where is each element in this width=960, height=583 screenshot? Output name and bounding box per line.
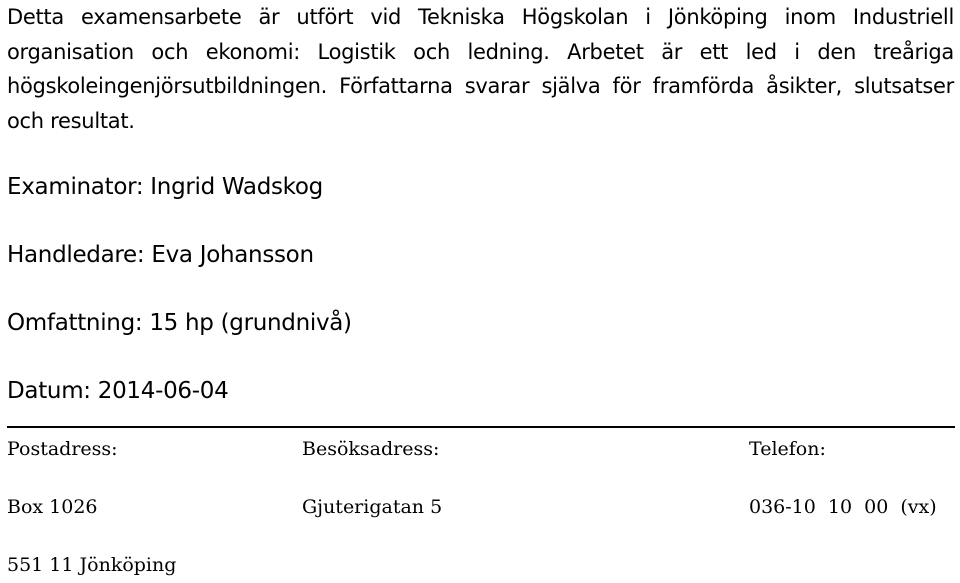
footer-divider [7,426,955,428]
postal-box: Box 1026 [7,496,98,518]
visiting-address-label: Besöksadress: [302,438,440,460]
phone-label: Telefon: [749,438,826,460]
intro-paragraph: Detta examensarbete är utfört vid Tekniska Högskolan i Jönköping inom Industriell organisation och ekonomi: Logistik och ledning. Arbetet är ett led i den treåriga högskoleingenjörsutbildningen. Författarna svarar själva för framförda åsikter, slutsatser och resultat. [7,5,954,133]
visiting-street: Gjuterigatan 5 [302,496,443,518]
phone-number: 036-10 10 00 (vx) [749,496,937,518]
postal-address-label: Postadress: [7,438,118,460]
supervisor-line: Handledare: Eva Johansson [7,242,314,268]
scope-line: Omfattning: 15 hp (grundnivå) [7,310,352,336]
date-line: Datum: 2014-06-04 [7,378,229,404]
examiner-line: Examinator: Ingrid Wadskog [7,174,323,200]
postal-city: 551 11 Jönköping [7,554,177,576]
